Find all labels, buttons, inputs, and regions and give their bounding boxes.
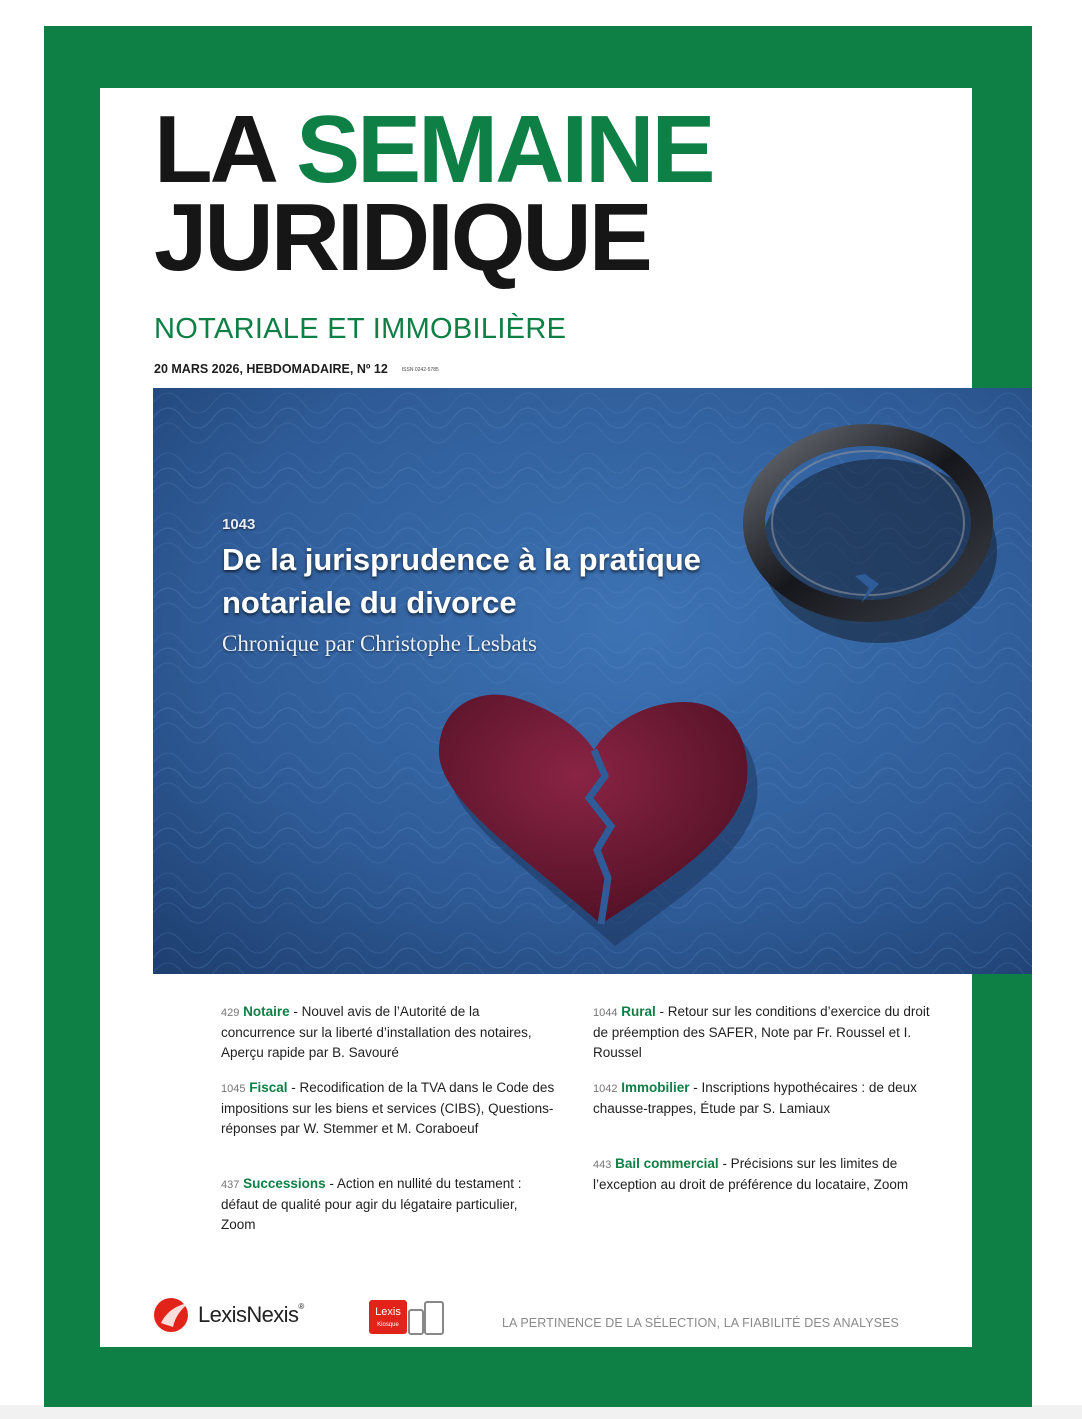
lexisnexis-brand[interactable] (198, 1302, 304, 1328)
brand-name: LexisNexis (198, 1302, 299, 1327)
toc-category: Bail commercial (615, 1156, 719, 1171)
issue-date: 20 MARS 2026, HEBDOMADAIRE, Nº 12 (154, 362, 388, 376)
toc-entry[interactable] (593, 1078, 933, 1119)
toc-entry[interactable] (221, 1174, 551, 1234)
brand-mark: ® (298, 1302, 304, 1311)
toc-number: 437 (221, 1179, 240, 1191)
toc-entry[interactable] (593, 1154, 923, 1195)
toc-text: - Précisions sur les limites de l’exception au droit de préférence du locataire, Zoom (593, 1156, 909, 1193)
toc-text: - Recodification de la TVA dans le Code des impositions sur les biens et services (CIBS), Questions-réponses par W. Stemmer et M. Coraboeuf (221, 1080, 555, 1136)
cover-illustration (153, 388, 1032, 974)
lexisnexis-logo-icon (153, 1297, 193, 1333)
kiosque-lexis-text: Lexis (375, 1306, 401, 1318)
toc-category: Rural (621, 1004, 656, 1019)
toc-text: - Nouvel avis de l’Autorité de la concurrence sur la liberté d’installation des notaires, Aperçu rapide par B. Savouré (221, 1004, 532, 1060)
masthead-title (154, 96, 713, 291)
toc-number: 429 (221, 1007, 240, 1019)
toc-category: Immobilier (621, 1080, 690, 1095)
page-shadow (0, 1405, 1082, 1419)
issue-line (154, 362, 439, 376)
cover-story-number: 1043 (222, 516, 256, 533)
cover-story-title: De la jurisprudence à la pratique notariale du divorce (222, 542, 701, 620)
toc-category: Fiscal (249, 1080, 288, 1095)
toc-text: - Retour sur les conditions d’exercice du droit de préemption des SAFER, Note par Fr. Roussel et I. Roussel (593, 1004, 930, 1060)
toc-number: 1044 (593, 1007, 618, 1019)
cover-image (153, 388, 1032, 974)
tagline: LA PERTINENCE DE LA SÉLECTION, LA FIABILITÉ DES ANALYSES (502, 1316, 899, 1330)
toc-number: 443 (593, 1159, 612, 1171)
toc-text: - Inscriptions hypothécaires : de deux chausse-trappes, Étude par S. Lamiaux (593, 1080, 917, 1117)
broken-ring-icon (754, 435, 997, 643)
masthead-subtitle: NOTARIALE ET IMMOBILIÈRE (154, 313, 567, 345)
toc-number: 1042 (593, 1083, 618, 1095)
toc-entry[interactable] (221, 1002, 551, 1062)
toc-entry[interactable] (593, 1002, 933, 1062)
cover-story-byline: Chronique par Christophe Lesbats (222, 631, 537, 656)
toc-category: Notaire (243, 1004, 290, 1019)
lexis-kiosque-icon[interactable] (369, 1298, 445, 1336)
toc-entry[interactable] (221, 1078, 561, 1138)
toc-category: Successions (243, 1176, 326, 1191)
kiosque-label-text: Kiosque (377, 1322, 399, 1328)
title-la: LA (154, 96, 273, 203)
toc-number: 1045 (221, 1083, 246, 1095)
title-semaine: SEMAINE (296, 96, 713, 203)
toc-text: - Action en nullité du testament : défaut de qualité pour agir du légataire particulier, Zoom (221, 1176, 522, 1232)
issn: ISSN 0242-5785 (401, 366, 439, 373)
title-juridique: JURIDIQUE (154, 184, 650, 291)
